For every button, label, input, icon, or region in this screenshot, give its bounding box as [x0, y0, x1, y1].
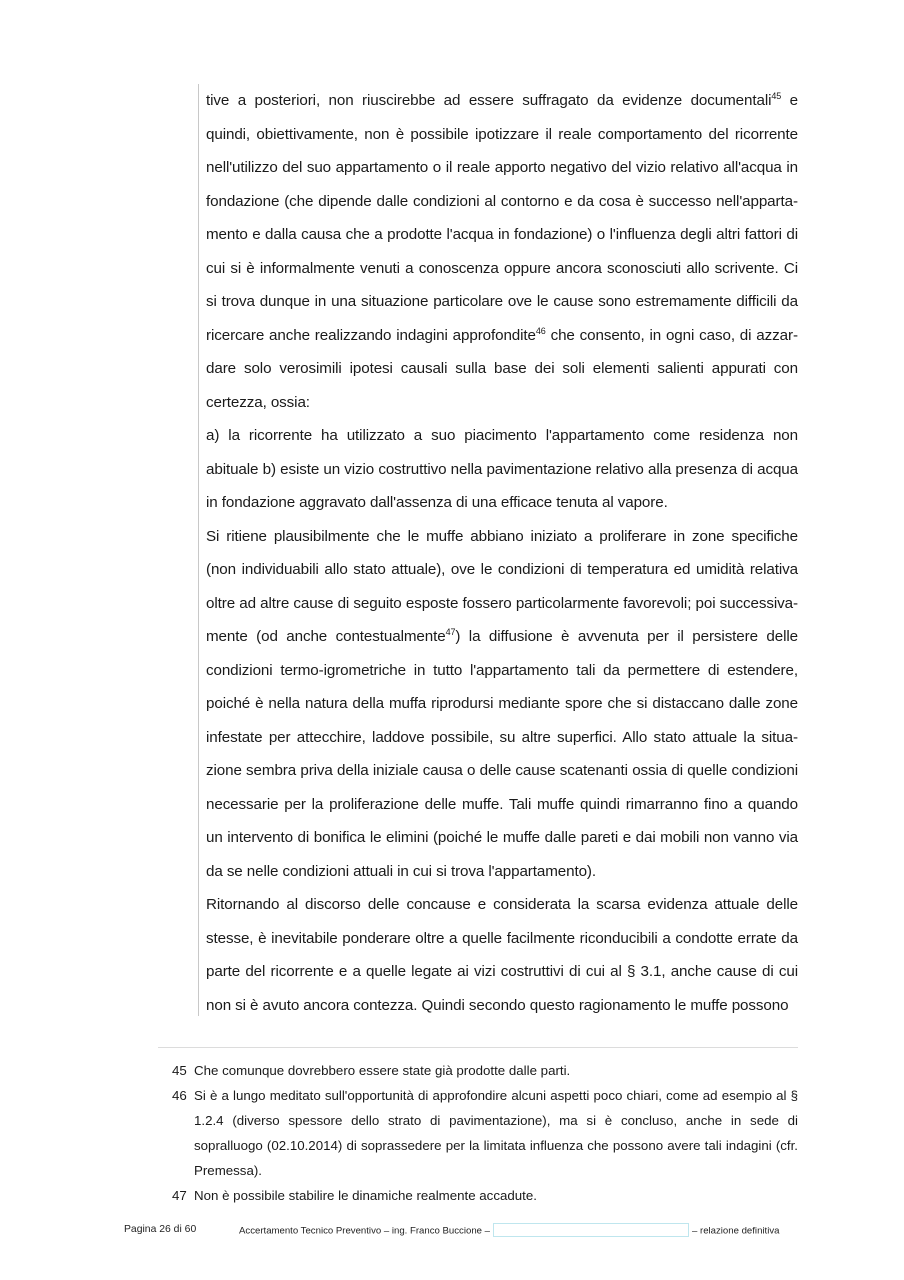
paragraph-text: Si ritiene plausibilmente che le muffe abbiano iniziato a proliferare in zone specifiche (non individuabili allo stato attuale), ove le condizioni di temperatura ed umidità relativa oltre ad altre cause di seguito esposte fossero particolarmente favorevoli; poi successivamente (od anche contestualmente: [206, 527, 798, 645]
redacted-field: [493, 1223, 689, 1237]
main-text-block: [198, 84, 798, 1016]
paragraph-2: a) la ricorrente ha utilizzato a suo piacimento l'appartamento come residenza non abituale b) esiste un vizio costruttivo nella pavimentazione relativo alla presenza di acqua in fondazione aggravato dall'assenza di una efficace tenuta al vapore.: [206, 427, 798, 511]
footnote-ref-45[interactable]: 45: [771, 90, 782, 101]
footnote-number: 47: [172, 1188, 187, 1203]
footnote-46: [172, 1083, 798, 1183]
footnotes: [172, 1058, 798, 1208]
paragraph-1: [206, 84, 798, 419]
paragraph-text: tive a posteriori, non riuscirebbe ad essere suffragato da evidenze documentali: [206, 92, 772, 109]
footnote-45: [172, 1058, 798, 1083]
footnote-text: Si è a lungo meditato sull'opportunità di approfondire alcuni aspetti poco chiari, come ad esempio al § 1.2.4 (diverso spessore dello strato di pavimentazione), ma si è concluso, anche in sede di sopralluogo (02.10.2014) di soprassedere per la limitata influenza che possono avere tali indagini (cfr. Premessa).: [194, 1088, 798, 1178]
paragraph-text: che consento, in ogni caso, di azzardare solo verosimili ipotesi causali sulla base dei soli elementi salienti appurati con certezza, ossia:: [206, 326, 798, 411]
paragraph-3: [206, 520, 798, 889]
running-footer: [239, 1224, 779, 1238]
paragraph-text: e quindi, obiettivamente, non è possibile ipotizzare il reale comportamento del ricorrente nell'utilizzo del suo appartamento o il reale apporto negativo del vizio relativo all'acqua in fondazione (che dipende dalle condizioni al contorno e da cosa è successo nell'appartamento e dalla causa che a prodotte l'acqua in fondazione) o l'influenza degli altri fattori di cui si è informalmente venuti a conoscenza oppure ancora sconosciuti allo scrivente. Ci si trova dunque in una situazione particolare ove le cause sono estremamente difficili da ricercare anche realizzando indagini approfondite: [206, 92, 799, 344]
footnote-47: [172, 1183, 798, 1208]
running-footer-right: – relazione definitiva: [692, 1225, 780, 1237]
footnote-ref-46[interactable]: 46: [535, 325, 546, 336]
running-footer-left: Accertamento Tecnico Preventivo – ing. Franco Buccione –: [239, 1225, 490, 1237]
footnote-ref-47[interactable]: 47: [445, 626, 456, 637]
footnote-number: 46: [172, 1088, 187, 1103]
paragraph-text: ) la diffusione è avvenuta per il persistere delle condizioni termo-igrometriche in tutto l'appartamento tali da permettere di estendere, poiché è nella natura della muffa riprodursi mediante spore che si distaccano dalle zone infestate per attecchire, laddove possibile, su altre superfici. Allo stato attuale la situazione sembra priva della iniziale causa o delle cause scatenanti ossia di quelle condizioni necessarie per la proliferazione delle muffe. Tali muffe quindi rimarranno fino a quando un intervento di bonifica le elimini (poiché le muffe dalle pareti e dai mobili non vanno via da se nelle condizioni attuali in cui si trova l'appartamento).: [206, 628, 798, 880]
page-number: Pagina 26 di 60: [124, 1224, 197, 1235]
paragraph-4: Ritornando al discorso delle concause e considerata la scarsa evidenza attuale delle stesse, è inevitabile ponderare oltre a quelle facilmente riconducibili a condotte errate da parte del ricorrente e a quelle legate ai vizi costruttivi di cui al § 3.1, anche cause di cui non si è avuto ancora contezza. Quindi secondo questo ragionamento le muffe possono: [206, 896, 798, 1014]
footnote-separator: [158, 1047, 798, 1048]
footnote-text: Non è possibile stabilire le dinamiche realmente accadute.: [194, 1188, 537, 1203]
footnote-number: 45: [172, 1063, 187, 1078]
footnote-text: Che comunque dovrebbero essere state già prodotte dalle parti.: [194, 1063, 571, 1078]
